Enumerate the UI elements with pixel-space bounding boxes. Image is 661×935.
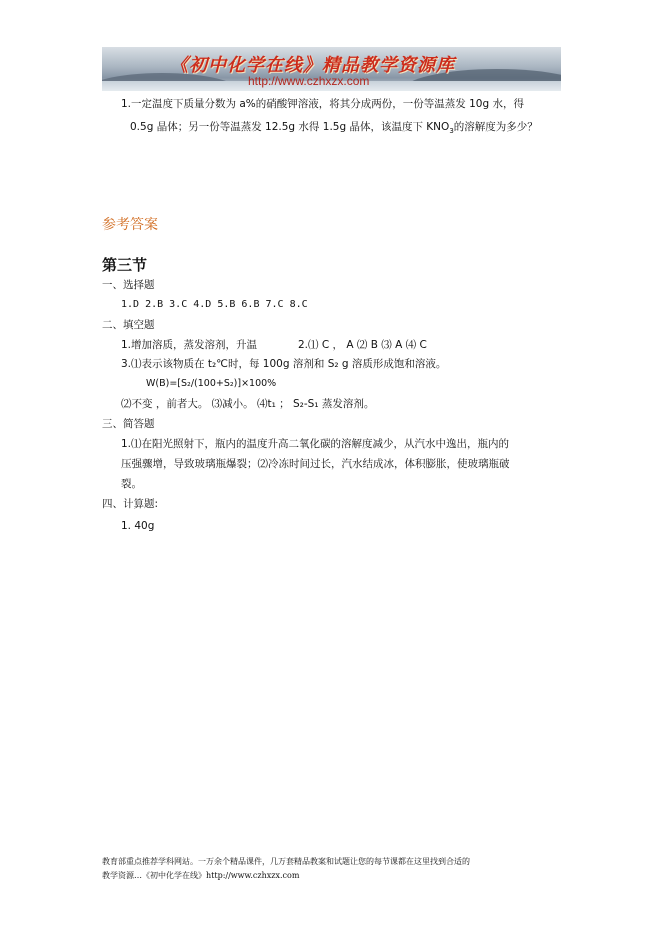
part2-line-1b: 2.⑴ C ， A ⑵ B ⑶ A ⑷ C — [298, 339, 427, 351]
part2-formula: W(B)=[S₂/(100+S₂)]×100% — [146, 378, 277, 389]
footer-link[interactable]: http://www.czhxzx.com — [206, 871, 300, 880]
footer — [102, 855, 572, 883]
banner-url[interactable]: http://www.czhxzx.com — [248, 74, 370, 88]
question-text: 的溶解度为多少？ — [453, 121, 538, 133]
part3-line-2: 压强骤增，导致玻璃瓶爆裂；⑵冷冻时间过长，汽水结成冰，体积膨胀，使玻璃瓶破 — [121, 458, 510, 470]
part3-line-1: 1.⑴在阳光照射下，瓶内的温度升高二氧化碳的溶解度减少，从汽水中逸出，瓶内的 — [121, 438, 510, 450]
question-line-2 — [130, 120, 538, 138]
part2-heading: 二、填空题 — [102, 319, 155, 331]
header-banner — [102, 47, 561, 91]
part3-heading: 三、简答题 — [102, 418, 155, 430]
part4-heading: 四、计算题: — [102, 498, 159, 510]
part1-heading: 一、选择题 — [102, 279, 155, 291]
subscript: 3 — [449, 127, 454, 136]
part1-answers: 1.D 2.B 3.C 4.D 5.B 6.B 7.C 8.C — [121, 299, 308, 310]
footer-line-2 — [102, 869, 572, 883]
part2-line-2: 3.⑴表示该物质在 t₂℃时，每 100g 溶剂和 S₂ g 溶质形成饱和溶液。 — [121, 358, 447, 370]
part4-answer: 1. 40g — [121, 520, 155, 532]
footer-line-1: 教育部重点推荐学科网站。一万余个精品课件，几万套精品教案和试题让您的每节课都在这里找到合适的 — [102, 857, 470, 866]
banner-title: 《初中化学在线》精品教学资源库 — [170, 55, 455, 76]
answers-title: 参考答案 — [102, 217, 158, 233]
part3-line-3: 裂。 — [121, 478, 142, 490]
part2-line-4: ⑵不变 ，前者大。 ⑶减小。 ⑷t₁ ； S₂-S₁ 蒸发溶剂。 — [121, 398, 375, 410]
section-title: 第三节 — [102, 256, 148, 274]
footer-site-name: 教学资源…《初中化学在线》 — [102, 871, 206, 880]
question-line-1: 1.一定温度下质量分数为 a%的硝酸钾溶液，将其分成两份，一份等温蒸发 10g 水，得 — [121, 98, 524, 110]
part2-line-1a: 1.增加溶质，蒸发溶剂，升温 — [121, 339, 258, 351]
question-text: 0.5g 晶体；另一份等温蒸发 12.5g 水得 1.5g 晶体，该温度下 KNO — [130, 121, 450, 133]
